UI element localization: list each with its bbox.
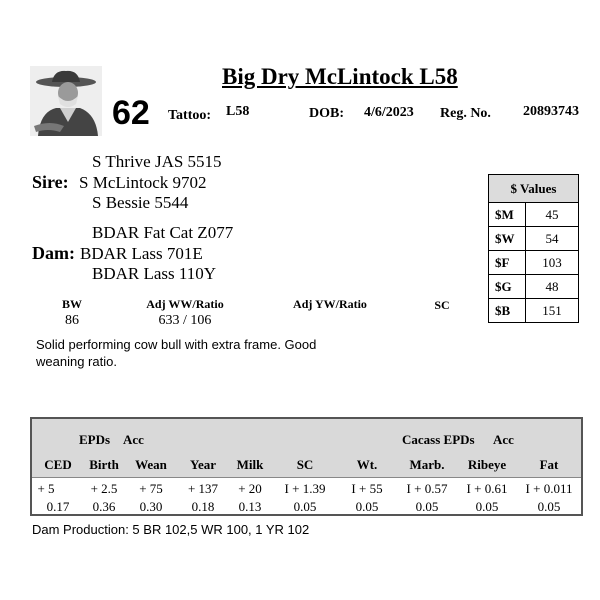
epd-col-header: Wean	[135, 457, 167, 472]
table-row	[489, 203, 579, 227]
bw-value: 86	[65, 313, 79, 328]
dollar-key: $M	[489, 203, 526, 227]
dollar-key: $B	[489, 299, 526, 323]
epd-value: + 5	[37, 481, 55, 496]
carcass-acc-label: Acc	[493, 432, 514, 447]
dollar-key: $G	[489, 275, 526, 299]
epd-acc-label: Acc	[123, 432, 144, 447]
adj-ww-value: 633 / 106	[158, 313, 212, 328]
cowboy-silhouette-icon	[30, 66, 102, 136]
dollar-key: $F	[489, 251, 526, 275]
adj-ww-label: Adj WW/Ratio	[146, 297, 224, 311]
sire-name: S McLintock 9702	[79, 173, 207, 192]
reg-value: 20893743	[523, 104, 579, 119]
acc-value: 0.05	[355, 499, 379, 514]
epd-table	[30, 417, 583, 516]
dollar-value: 48	[526, 275, 579, 299]
acc-value: 0.17	[46, 499, 70, 514]
acc-value: 0.18	[191, 499, 215, 514]
bw-label: BW	[61, 297, 82, 311]
tattoo-value: L58	[226, 104, 250, 119]
epd-col-header: Fat	[539, 457, 559, 472]
epd-value: + 20	[238, 481, 262, 496]
dollar-values-table	[488, 174, 579, 323]
dam-dam: BDAR Lass 110Y	[92, 264, 217, 283]
dollar-value: 151	[526, 299, 579, 323]
epd-col-header: Birth	[89, 457, 119, 472]
sire-sire: S Thrive JAS 5515	[92, 152, 222, 171]
epd-value: I + 0.61	[466, 481, 508, 496]
sire-dam: S Bessie 5544	[92, 193, 189, 212]
dam-sire: BDAR Fat Cat Z077	[92, 223, 234, 242]
acc-value: 0.36	[92, 499, 116, 514]
carcass-epd-label: Cacass EPDs	[402, 432, 475, 447]
epd-col-header: Ribeye	[467, 457, 507, 472]
dam-name: BDAR Lass 701E	[80, 244, 203, 263]
epd-value: + 75	[139, 481, 163, 496]
dollar-key: $W	[489, 227, 526, 251]
table-row	[489, 275, 579, 299]
adj-yw-label: Adj YW/Ratio	[293, 297, 367, 311]
epd-value: I + 0.57	[406, 481, 448, 496]
epd-value: + 137	[187, 481, 219, 496]
epd-col-header: Marb.	[409, 457, 445, 472]
acc-value: 0.30	[139, 499, 163, 514]
table-row	[489, 299, 579, 323]
dollar-values-header: $ Values	[489, 175, 579, 203]
epd-col-header: Wt.	[356, 457, 378, 472]
epd-value: + 2.5	[90, 481, 118, 496]
epd-col-header: SC	[296, 457, 314, 472]
dam-label: Dam:	[32, 243, 75, 263]
comment-text: Solid performing cow bull with extra frame. Good weaning ratio.	[36, 337, 317, 369]
dob-label: DOB:	[309, 106, 344, 121]
epd-value: I + 1.39	[284, 481, 326, 496]
lot-number: 62	[112, 94, 150, 132]
dollar-value: 45	[526, 203, 579, 227]
acc-value: 0.05	[293, 499, 317, 514]
dollar-value: 103	[526, 251, 579, 275]
dollar-value: 54	[526, 227, 579, 251]
epd-section-label: EPDs	[79, 432, 111, 447]
epd-col-header: Milk	[236, 457, 264, 472]
epd-divider	[32, 477, 581, 478]
dam-production: Dam Production: 5 BR 102,5 WR 100, 1 YR 102	[32, 522, 310, 537]
table-row	[489, 251, 579, 275]
table-row	[489, 227, 579, 251]
acc-value: 0.05	[537, 499, 561, 514]
tattoo-label: Tattoo:	[168, 108, 212, 123]
acc-value: 0.13	[238, 499, 262, 514]
reg-label: Reg. No.	[440, 106, 491, 121]
epd-col-header: Year	[190, 457, 216, 472]
epd-value: I + 55	[351, 481, 383, 496]
sc-label: SC	[434, 298, 450, 312]
sire-label: Sire:	[32, 172, 69, 192]
acc-value: 0.05	[475, 499, 499, 514]
cowboy-photo	[30, 66, 102, 136]
animal-name-title: Big Dry McLintock L58	[222, 64, 458, 89]
epd-col-header: CED	[44, 457, 72, 472]
epd-value: I + 0.011	[525, 481, 573, 496]
dob-value: 4/6/2023	[364, 105, 414, 120]
acc-value: 0.05	[415, 499, 439, 514]
